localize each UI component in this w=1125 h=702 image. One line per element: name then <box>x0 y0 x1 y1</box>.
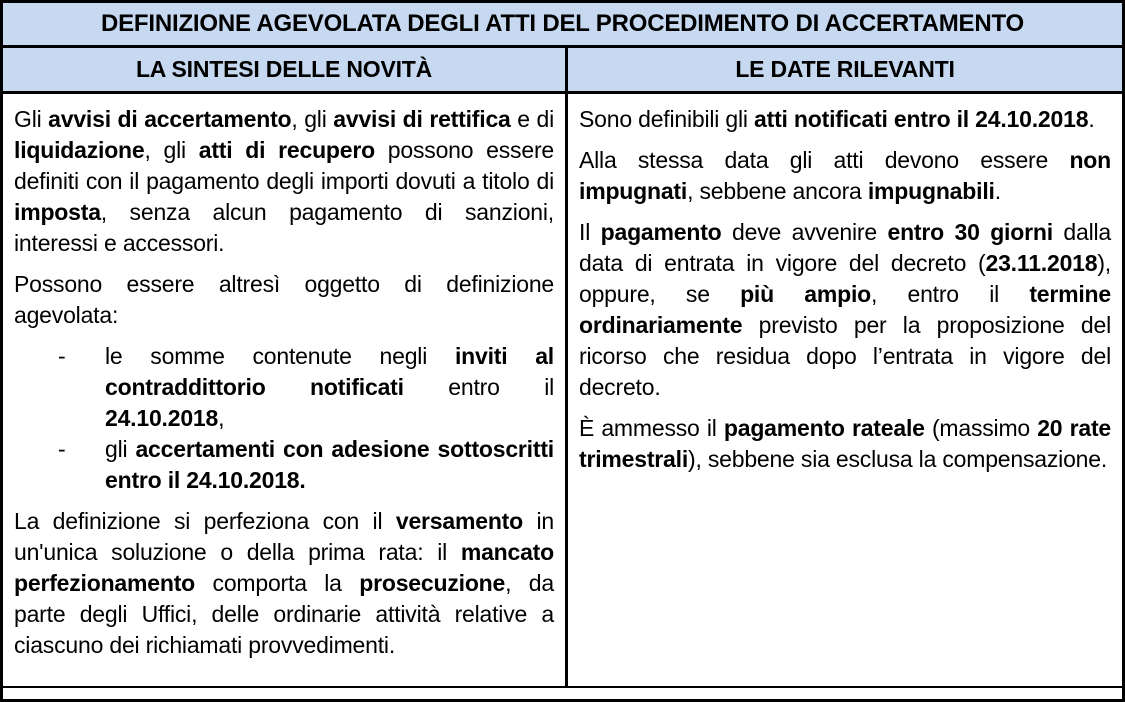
body-cell-left <box>3 94 565 686</box>
list-dash-marker: - <box>58 436 66 462</box>
list-item <box>58 341 554 434</box>
paragraph: La definizione si perfeziona con il versamento in un'unica soluzione o della prima rata: il mancato perfezionamento comporta la prosecuzione, da parte degli Uffici, delle ordinarie attività relative a ciascuno dei richiamati provvedimenti. <box>14 508 554 658</box>
paragraph: È ammesso il pagamento rateale (massimo 20 rate trimestrali), sebbene sia esclusa la compensazione. <box>579 415 1111 472</box>
paragraph: Possono essere altresì oggetto di definizione agevolata: <box>14 271 554 328</box>
body-cell-right <box>565 94 1122 686</box>
paragraph: Sono definibili gli atti notificati entro il 24.10.2018. <box>579 106 1095 132</box>
table-title-row <box>3 3 1122 48</box>
list-item-text: le somme contenute negli inviti al contraddittorio notificati entro il 24.10.2018, <box>105 343 555 431</box>
table-title: DEFINIZIONE AGEVOLATA DEGLI ATTI DEL PROCEDIMENTO DI ACCERTAMENTO <box>100 10 1024 37</box>
list-dash-marker: - <box>58 343 66 369</box>
paragraph: Alla stessa data gli atti devono essere non impugnati, sebbene ancora impugnabili. <box>579 147 1111 204</box>
column-header-left: LA SINTESI DELLE NOVITÀ <box>135 56 433 82</box>
bullet-list <box>14 341 554 496</box>
column-header-row <box>3 48 1122 94</box>
empty-footer-row <box>3 688 1122 699</box>
table-body-row <box>3 94 1122 688</box>
column-header-right: LE DATE RILEVANTI <box>565 48 1122 91</box>
paragraph: Gli avvisi di accertamento, gli avvisi di rettifica e di liquidazione, gli atti di recupero possono essere definiti con il pagamento degli importi dovuti a titolo di imposta, senza alcun pagamento di sanzioni, interessi e accessori. <box>14 106 555 256</box>
list-item <box>58 434 554 496</box>
list-item-text: gli accertamenti con adesione sottoscritti entro il 24.10.2018. <box>105 436 554 493</box>
paragraph: Il pagamento deve avvenire entro 30 giorni dalla data di entrata in vigore del decreto (23.11.2018), oppure, se più ampio, entro il termine ordinariamente previsto per la proposizione del ricorso che residua dopo l’entrata in vigore del decreto. <box>579 219 1112 400</box>
